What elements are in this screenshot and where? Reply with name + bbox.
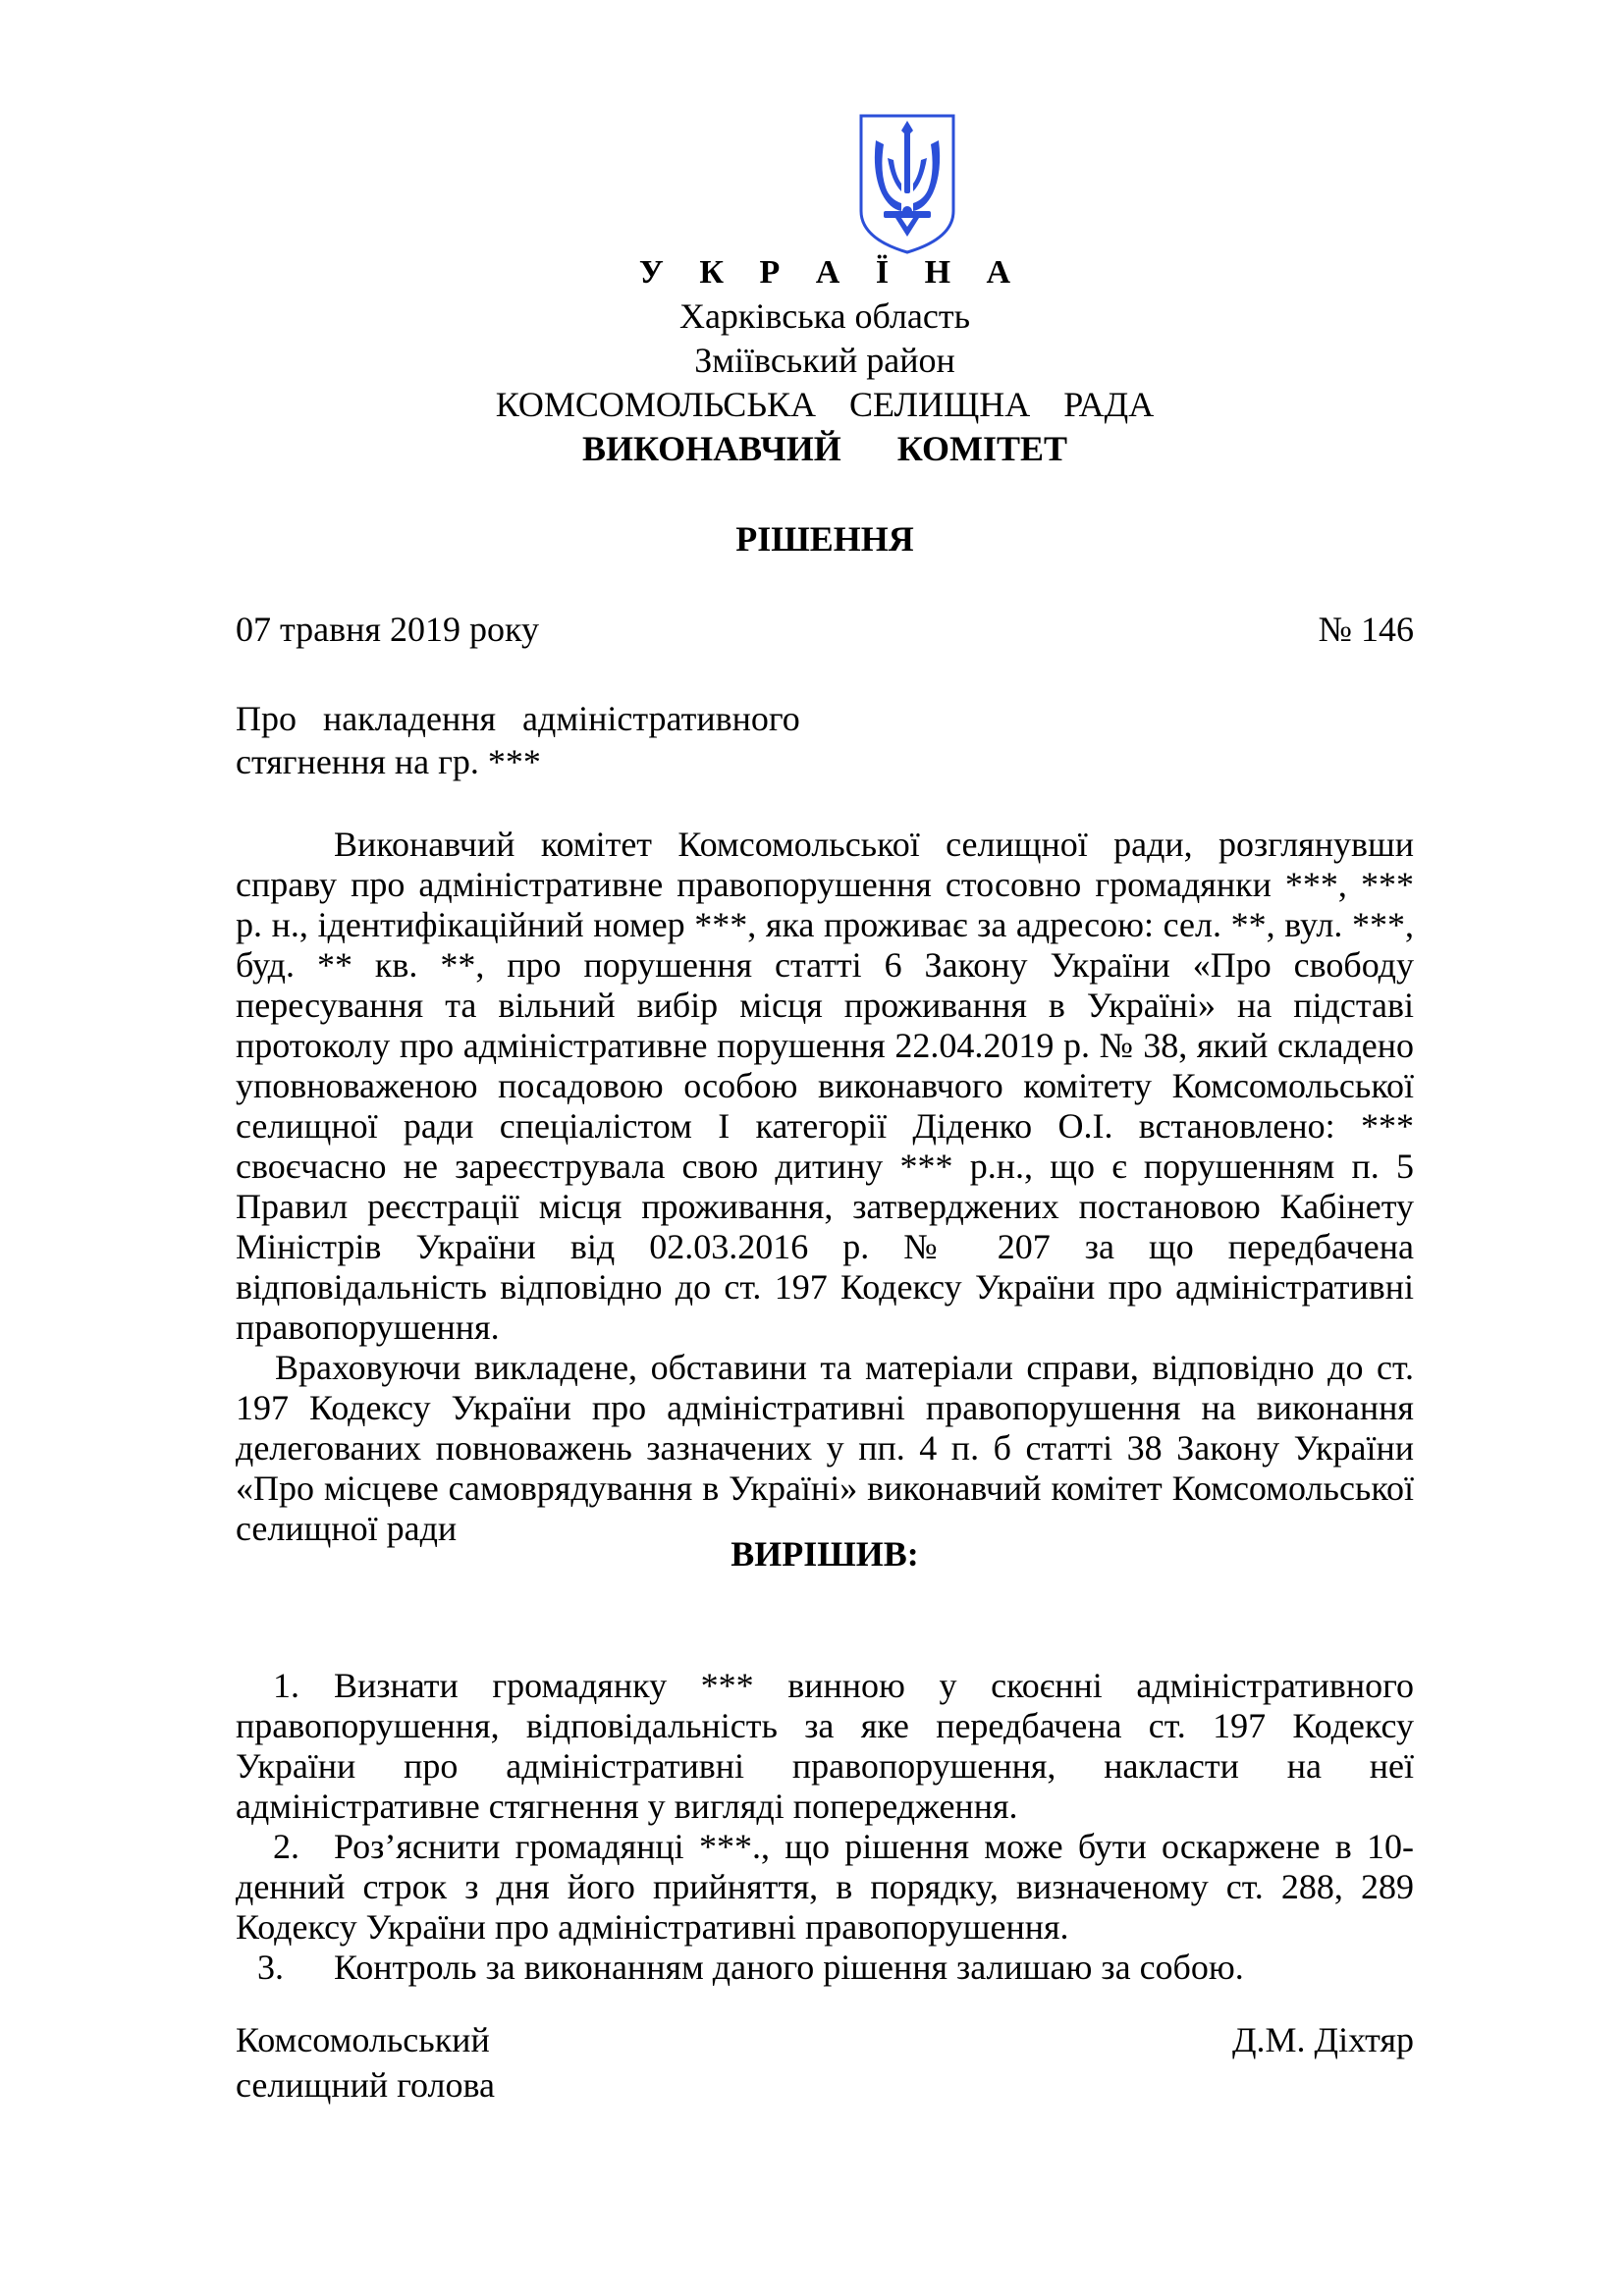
signer-title-line-2: селищний голова xyxy=(236,2065,496,2105)
decision-item-1 xyxy=(236,1666,1414,1827)
body-paragraph-2: Враховуючи викладене, обставини та матеріали справи, відповідно до ст. 197 Кодексу України про адміністративні правопорушення на виконання делегованих повноважень зазначених у пп. 4 п. б статті 38 Закону України «Про місцеве самоврядування в Україні» виконавчий комітет Комсомольської селищної ради xyxy=(236,1348,1414,1548)
district-name: Зміївський район xyxy=(694,341,955,380)
document-header xyxy=(236,250,1414,471)
signer-name: Д.М. Діхтяр xyxy=(1231,2020,1414,2059)
committee-name: ВИКОНАВЧИЙ КОМІТЕТ xyxy=(581,429,1068,468)
document-page xyxy=(236,0,1414,2296)
decision-item-text: Визнати громадянку *** винною у скоєнні адміністративного правопорушення, відповідальність за яке передбачена ст. 197 Кодексу України про адміністративні правопорушення, накласти на неї адміністративне стягнення у вигляді попередження. xyxy=(236,1666,1414,1826)
decision-item-2 xyxy=(236,1827,1414,1948)
document-date: 07 травня 2019 року xyxy=(236,610,539,649)
coat-of-arms-icon xyxy=(858,113,956,255)
subject-line-2: стягнення на гр. *** xyxy=(236,742,541,781)
decision-item-number: 2. xyxy=(273,1827,299,1866)
signature-block xyxy=(236,2017,1414,2108)
document-number: № 146 xyxy=(1318,610,1414,649)
council-name: КОМСОМОЛЬСЬКА СЕЛИЩНА РАДА xyxy=(495,385,1155,424)
region-name: Харківська область xyxy=(678,296,971,336)
decision-item-number: 1. xyxy=(273,1666,299,1705)
decision-item-text: Контроль за виконанням даного рішення залишаю за собою. xyxy=(334,1948,1244,1987)
decision-item-number: 3. xyxy=(257,1948,284,1987)
date-number-line xyxy=(236,609,1414,650)
decision-items xyxy=(236,1666,1414,1988)
document-subject xyxy=(236,697,884,783)
decision-item-3 xyxy=(236,1948,1414,1988)
subject-line-1: Про накладення адміністративного xyxy=(236,699,800,738)
signer-title-line-1: Комсомольський xyxy=(236,2020,490,2059)
decision-item-text: Роз’яснити громадянці ***., що рішення може бути оскаржене в 10-денний строк з дня його прийняття, в порядку, визначеному ст. 288, 289 Кодексу України про адміністративні правопорушення. xyxy=(236,1827,1414,1947)
body-paragraph-1: Виконавчий комітет Комсомольської селищної ради, розглянувши справу про адміністративне правопорушення стосовно громадянки ***, *** р. н., ідентифікаційний номер ***, яка проживає за адресою: сел. **, вул. ***, буд. ** кв. **, про порушення статті 6 Закону України «Про свободу пересування та вільний вибір місця проживання в Україні» на підставі протоколу про адміністративне порушення 22.04.2019 р. № 38, який складено уповноваженою посадовою особою виконавчого комітету Комсомольської селищної ради спеціалістом І категорії Діденко О.І. встановлено: *** своєчасно не зареєструвала свою дитину *** р.н., що є порушенням п. 5 Правил реєстрації місця проживання, затверджених постановою Кабінету Міністрів України від 02.03.2016 р. № 207 за що передбачена відповідальність відповідно до ст. 197 Кодексу України про адміністративні правопорушення. xyxy=(236,825,1414,1347)
country-name: У К Р А Ї Н А xyxy=(638,254,1025,291)
decision-heading: ВИРІШИВ: xyxy=(731,1534,919,1574)
document-body xyxy=(236,825,1414,1549)
document-type: РІШЕННЯ xyxy=(735,519,914,559)
